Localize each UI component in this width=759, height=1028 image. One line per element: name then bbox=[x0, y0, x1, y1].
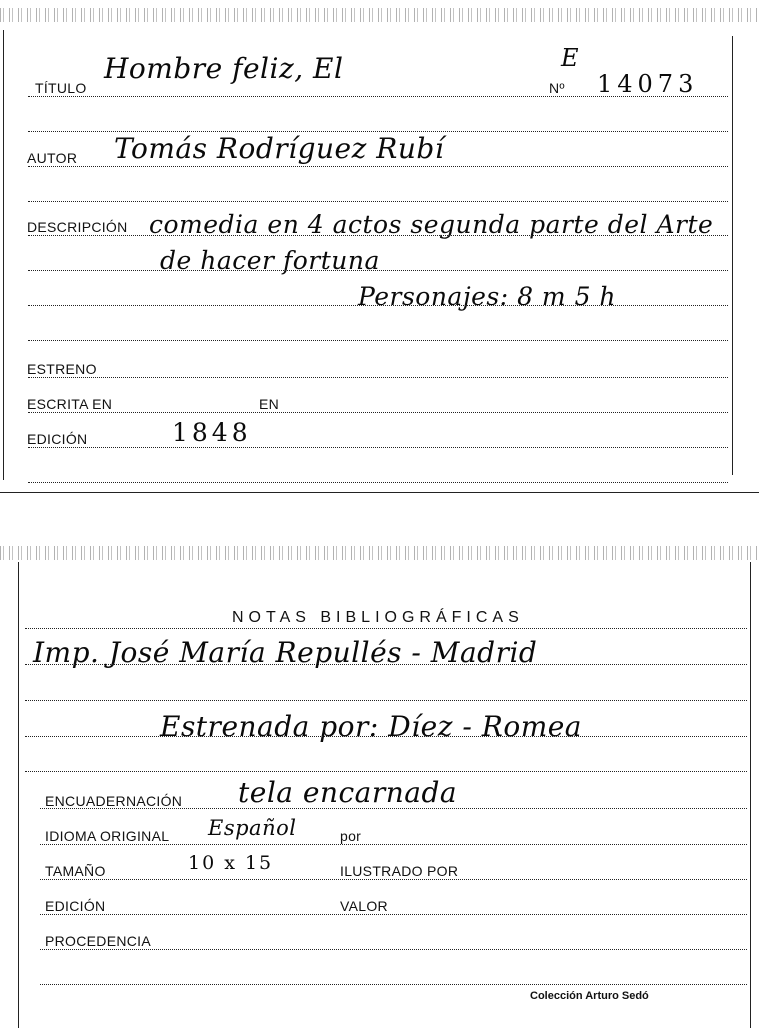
card-right-border bbox=[732, 36, 733, 475]
number-value: 14073 bbox=[597, 70, 699, 98]
titulo-value: Hombre feliz, El bbox=[104, 52, 344, 85]
rule-edicion bbox=[28, 447, 728, 448]
number-letter: E bbox=[561, 44, 580, 72]
note-line2: Estrenada por: Díez - Romea bbox=[160, 710, 583, 743]
rule-titulo bbox=[28, 96, 728, 97]
rule-last bbox=[28, 482, 728, 483]
rule-encuadernacion bbox=[40, 808, 747, 809]
notas-title: NOTAS BIBLIOGRÁFICAS bbox=[232, 609, 524, 626]
scan-noise-top bbox=[0, 8, 759, 22]
idioma-label: IDIOMA ORIGINAL bbox=[45, 828, 170, 844]
rule-note-4 bbox=[25, 771, 747, 772]
rule-descripcion-4 bbox=[28, 340, 728, 341]
scan-noise-top bbox=[0, 546, 759, 560]
escrita-label: ESCRITA EN bbox=[27, 396, 113, 412]
rule-4 bbox=[28, 201, 728, 202]
edicion-label: EDICIÓN bbox=[45, 898, 106, 914]
rule-descripcion-3 bbox=[28, 305, 728, 306]
descripcion-line2: de hacer fortuna bbox=[160, 246, 380, 275]
catalog-card-back bbox=[0, 540, 759, 1028]
ilustrado-label: ILUSTRADO POR bbox=[340, 863, 459, 879]
descripcion-line1: comedia en 4 actos segunda parte del Arte bbox=[149, 210, 714, 239]
tamano-value: 10 x 15 bbox=[188, 852, 274, 874]
rule-descripcion-2 bbox=[28, 270, 728, 271]
encuadernacion-value: tela encarnada bbox=[238, 776, 458, 809]
card-left-border bbox=[18, 562, 19, 1028]
por-label: por bbox=[340, 828, 362, 844]
rule-edicion bbox=[40, 914, 747, 915]
note-line1: Imp. José María Repullés - Madrid bbox=[33, 636, 538, 669]
collection-footer: Colección Arturo Sedó bbox=[530, 990, 649, 1002]
rule-note-3 bbox=[25, 736, 747, 737]
titulo-label: TÍTULO bbox=[35, 80, 87, 96]
idioma-value: Español bbox=[208, 816, 297, 840]
descripcion-label: DESCRIPCIÓN bbox=[27, 219, 128, 235]
autor-label: AUTOR bbox=[27, 150, 78, 166]
rule-escrita bbox=[28, 412, 728, 413]
rule-note-2 bbox=[25, 700, 747, 701]
rule-estreno bbox=[28, 377, 728, 378]
encuadernacion-label: ENCUADERNACIÓN bbox=[45, 793, 183, 809]
valor-label: VALOR bbox=[340, 898, 388, 914]
catalog-card-front bbox=[0, 0, 759, 495]
card-right-border bbox=[750, 562, 751, 1028]
rule-notas bbox=[25, 628, 747, 629]
descripcion-line3: Personajes: 8 m 5 h bbox=[358, 282, 617, 311]
edicion-value: 1848 bbox=[172, 418, 252, 447]
procedencia-label: PROCEDENCIA bbox=[45, 933, 151, 949]
autor-value: Tomás Rodríguez Rubí bbox=[114, 132, 445, 165]
card-bottom-edge bbox=[0, 492, 759, 493]
edicion-label: EDICIÓN bbox=[27, 431, 88, 447]
rule-autor bbox=[28, 166, 728, 167]
en-label: EN bbox=[259, 396, 280, 412]
estreno-label: ESTRENO bbox=[27, 361, 97, 377]
rule-tamano bbox=[40, 879, 747, 880]
rule-descripcion-1 bbox=[28, 235, 728, 236]
rule-note-1 bbox=[25, 664, 747, 665]
tamano-label: TAMAÑO bbox=[45, 863, 106, 879]
rule-last bbox=[40, 984, 747, 985]
rule-idioma bbox=[40, 844, 747, 845]
card-left-border bbox=[3, 30, 4, 480]
rule-procedencia bbox=[40, 949, 747, 950]
number-label: Nº bbox=[549, 80, 565, 96]
